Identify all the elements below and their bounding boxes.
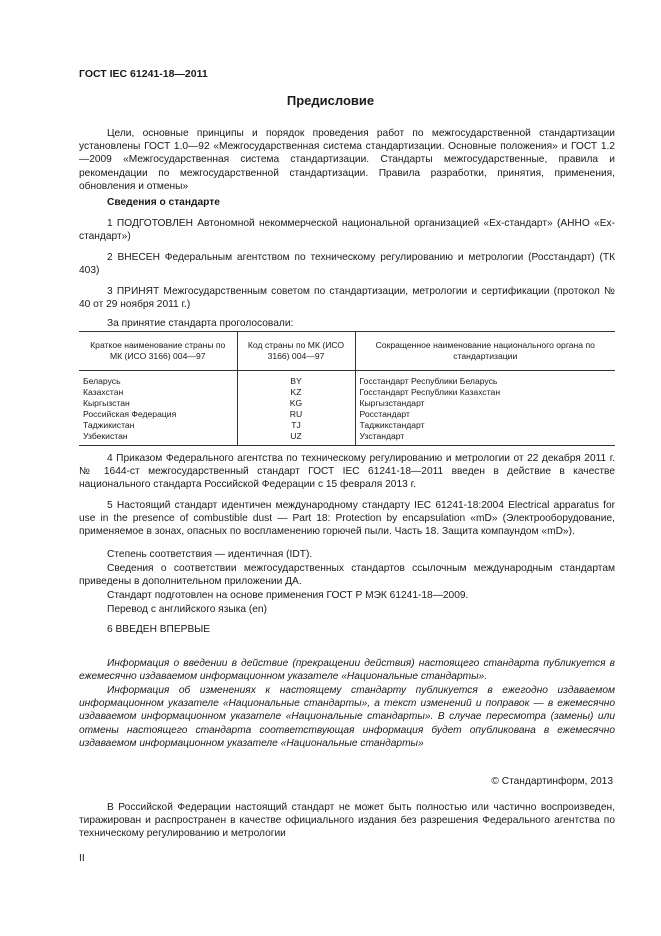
table-row <box>79 409 615 420</box>
table-row <box>79 431 615 446</box>
notice-introduction: Информация о введении в действие (прекращении действия) настоящего стандарта публикуется в ежемесячно издаваемом информационном указателе «Национальные стандарты». <box>79 658 615 683</box>
page-number: II <box>79 853 85 864</box>
item-6-paragraph: 6 ВВЕДЕН ВПЕРВЫЕ <box>107 624 211 635</box>
voting-table <box>79 331 615 446</box>
translation-note: Перевод с английского языка (en) <box>107 604 267 615</box>
table-header-code: Код страны по МК (ИСО 3166) 004—97 <box>237 332 355 371</box>
table-cell-code: KG <box>237 398 355 409</box>
table-row <box>79 398 615 409</box>
table-cell-body: Узстандарт <box>355 431 615 446</box>
item-4-paragraph: 4 Приказом Федерального агентства по техническому регулированию и метрологии от 22 декабря 2011 г. № 1644-ст межгосударственный стандарт ГОСТ IEC 61241-18—2011 введен в действие в качестве национального стандарта Российской Федерации с 15 февраля 2013 г. <box>79 453 615 491</box>
preparation-basis: Стандарт подготовлен на основе применения ГОСТ Р МЭК 61241-18—2009. <box>107 590 469 601</box>
conformity-degree: Степень соответствия — идентичная (IDT). <box>107 549 313 560</box>
item-1-paragraph: 1 ПОДГОТОВЛЕН Автономной некоммерческой национальной организацией «Ех-стандарт» (АННО «Ех-стандарт») <box>79 218 615 243</box>
table-cell-country: Таджикистан <box>83 420 135 430</box>
table-cell-body: Госстандарт Республики Казахстан <box>355 387 615 398</box>
table-header-row <box>79 332 615 371</box>
table-cell-code: RU <box>237 409 355 420</box>
table-cell-code: BY <box>237 371 355 388</box>
table-cell-code: TJ <box>237 420 355 431</box>
table-cell-code: KZ <box>237 387 355 398</box>
item-2-paragraph: 2 ВНЕСЕН Федеральным агентством по техническому регулированию и метрологии (Росстандарт) (ТК 403) <box>79 252 615 277</box>
item-3-paragraph: 3 ПРИНЯТ Межгосударственным советом по стандартизации, метрологии и сертификации (протокол № 40 от 29 ноября 2011 г.) <box>79 286 615 311</box>
table-cell-body: Кыргызстандарт <box>355 398 615 409</box>
copyright-line: © Стандартинформ, 2013 <box>491 776 613 787</box>
table-row <box>79 420 615 431</box>
table-row <box>79 371 615 388</box>
table-row <box>79 387 615 398</box>
table-cell-country: Беларусь <box>83 376 121 386</box>
info-heading: Сведения о стандарте <box>107 197 220 208</box>
table-cell-country: Узбекистан <box>79 431 237 446</box>
table-cell-country: Кыргызстан <box>83 398 130 408</box>
notice-changes: Информация об изменениях к настоящему стандарту публикуется в ежегодно издаваемом информационном указателе «Национальные стандарты», а текст изменений и поправок — в ежемесячно издаваемом информационном указателе «Национальные стандарты». В случае пересмотра (замены) или отмены настоящего стандарта соответствующая информация будет опубликована в ежемесячно издаваемом информационном указателе «Национальные стандарты» <box>79 685 615 749</box>
table-cell-code: UZ <box>237 431 355 446</box>
intro-paragraph: Цели, основные принципы и порядок проведения работ по межгосударственной стандартизации установлены ГОСТ 1.0—92 «Межгосударственная система стандартизации. Основные положения» и ГОСТ 1.2—2009 «Межгосударственная система стандартизации. Стандарты межгосударственные, правила и рекомендации по межгосударственной стандартизации. Правила разработки, принятия, применения, обновления и отмены» <box>79 128 615 192</box>
page-title: Предисловие <box>286 93 375 108</box>
table-cell-country: Казахстан <box>83 387 124 397</box>
table-cell-country: Российская Федерация <box>83 409 177 419</box>
table-cell-body: Росстандарт <box>355 409 615 420</box>
vote-intro: За принятие стандарта проголосовали: <box>107 318 294 329</box>
table-cell-body: Таджикстандарт <box>355 420 615 431</box>
rights-paragraph: В Российской Федерации настоящий стандарт не может быть полностью или частично воспроизведен, тиражирован и распространен в качестве официального издания без разрешения Федерального агентства по техническому регулированию и метрологии <box>79 802 615 840</box>
table-cell-body: Госстандарт Республики Беларусь <box>355 371 615 388</box>
item-5-paragraph: 5 Настоящий стандарт идентичен международному стандарту IEC 61241-18:2004 Electrical apparatus for use in the presence of combustible dust — Part 18: Protection by encapsulation «mD» (Электрооборудование, применяемое в зонах, опасных по воспламенению горючей пыли. Часть 18. Защита компаундом «mD»). <box>79 500 615 538</box>
document-header: ГОСТ IEC 61241-18—2011 <box>79 68 208 80</box>
table-header-body: Сокращенное наименование национального органа по стандартизации <box>355 332 615 371</box>
table-header-country: Краткое наименование страны по МК (ИСО 3166) 004—97 <box>79 332 237 371</box>
reference-info: Сведения о соответствии межгосударственных стандартов ссылочным международным стандартам приведены в дополнительном приложении ДА. <box>79 563 615 588</box>
